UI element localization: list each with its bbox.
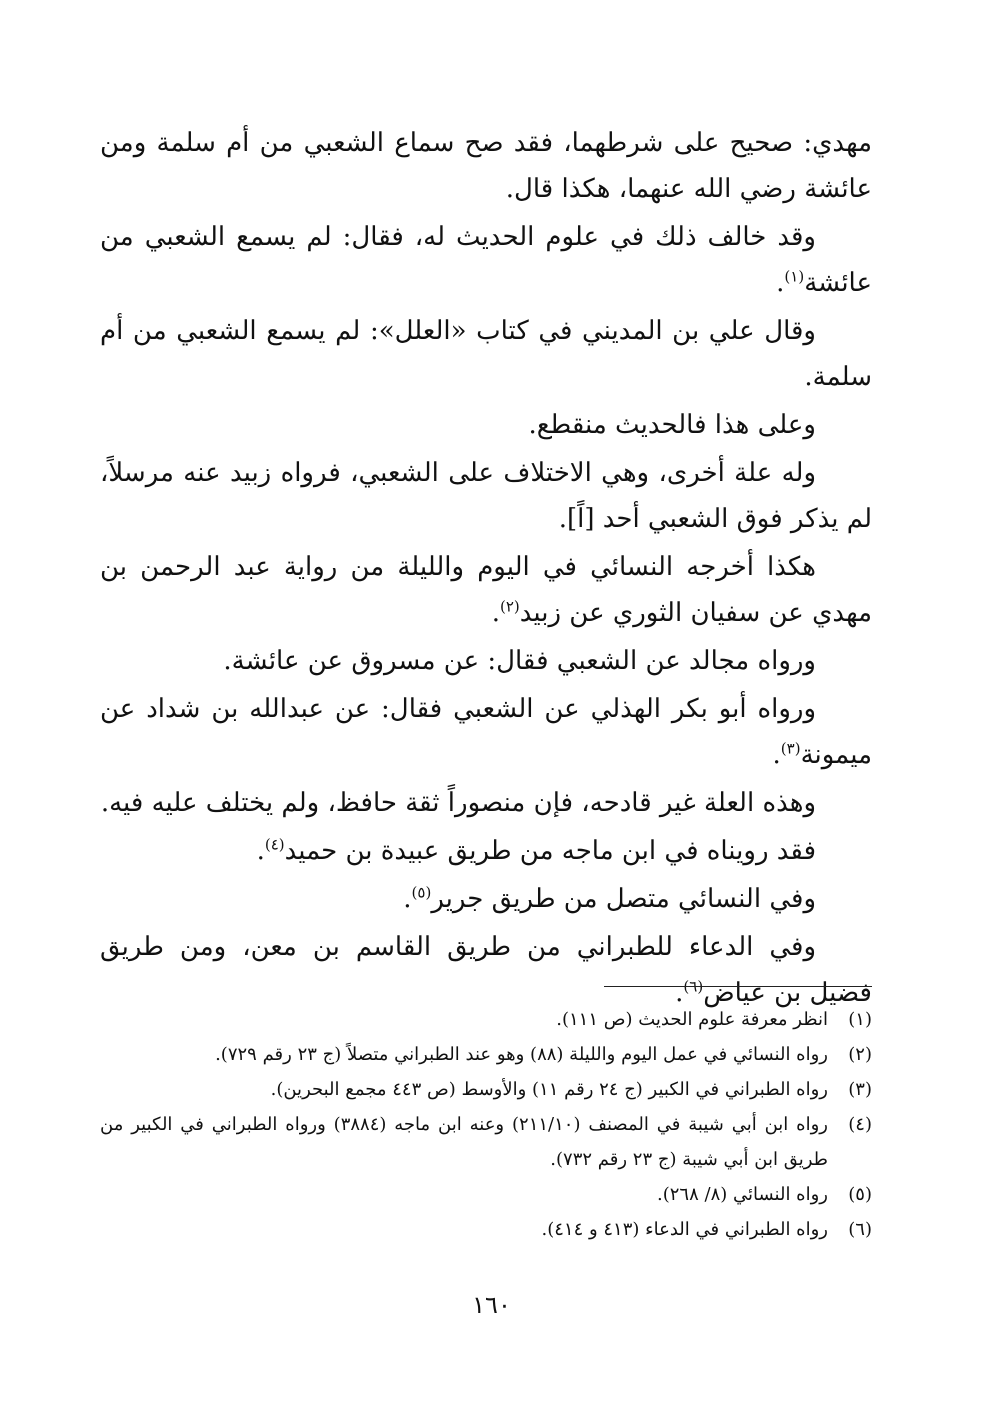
footnote-number: (٦) [848,1219,872,1240]
footnote-text: رواه الطبراني في الكبير (ج ٢٤ رقم ١١) والأوسط (ص ٤٤٣ مجمع البحرين). [270,1079,828,1100]
footnote-text: انظر معرفة علوم الحديث (ص ١١١). [556,1009,828,1030]
paragraph: فقد رويناه في ابن ماجه من طريق عبيدة بن حميد$^{(٤)}$. [256,835,816,866]
paragraph: مهدي: صحيح على شرطهما، فقد صح سماع الشعبي من أم سلمة ومن عائشة رضي الله عنهما، هكذا قال. [100,128,872,204]
footnote-reference[interactable]: (٣) [780,739,801,758]
footnote-number: (٣) [848,1079,872,1100]
footnote-number: (٤) [848,1114,872,1135]
paragraph: وقال علي بن المديني في كتاب «العلل»: لم يسمع الشعبي من أم سلمة. [100,316,872,392]
paragraph: وعلى هذا فالحديث منقطع. [528,410,816,440]
footnote [100,1107,872,1177]
paragraph: وله علة أخرى، وهي الاختلاف على الشعبي، فرواه زبيد عنه مرسلاً، لم يذكر فوق الشعبي أحد [اً]. [100,458,872,534]
footnotes [100,1002,872,1247]
paragraph: ورواه مجالد عن الشعبي فقال: عن مسروق عن عائشة. [223,646,816,676]
footnote [100,1072,872,1107]
footnote [100,1177,872,1212]
footnote-reference[interactable]: (١) [784,267,805,286]
paragraph: وقد خالف ذلك في علوم الحديث له، فقال: لم يسمع الشعبي من عائشة$^{(١)}$. [100,222,872,298]
footnote-reference[interactable]: (٢) [499,597,520,616]
footnote-number: (٥) [848,1184,872,1205]
paragraph: وفي الدعاء للطبراني من طريق القاسم بن معن، ومن طريق فضيل بن عياض$^{(٦)}$. [100,932,872,1008]
footnote-reference[interactable]: (٦) [683,977,704,996]
page-number: ١٦٠ [472,1291,511,1319]
footnote-number: (٢) [848,1044,872,1065]
footnote-text: رواه النسائي في عمل اليوم والليلة (٨٨) وهو عند الطبراني متصلاً (ج ٢٣ رقم ٧٢٩). [215,1044,828,1065]
footnote-text: رواه النسائي (٨/ ٢٦٨). [657,1184,828,1205]
main-text [100,120,872,1018]
paragraph: ورواه أبو بكر الهذلي عن الشعبي فقال: عن عبدالله بن شداد عن ميمونة$^{(٣)}$. [100,694,872,770]
paragraph: هكذا أخرجه النسائي في اليوم والليلة من رواية عبد الرحمن بن مهدي عن سفيان الثوري عن زبيد$^{(٢)}$. [100,552,872,628]
footnote-separator [604,986,872,987]
footnote-number: (١) [848,1009,872,1030]
footnote [100,1037,872,1072]
footnote [100,1002,872,1037]
paragraph: وفي النسائي متصل من طريق جرير$^{(٥)}$. [403,883,816,914]
paragraph: وهذه العلة غير قادحه، فإن منصوراً ثقة حافظ، ولم يختلف عليه فيه. [100,788,816,818]
footnote-reference[interactable]: (٤) [264,835,285,854]
footnote [100,1212,872,1247]
footnote-reference[interactable]: (٥) [411,883,432,902]
footnote-text: رواه ابن أبي شيبة في المصنف (٢١١/١٠) وعنه ابن ماجه (٣٨٨٤) ورواه الطبراني في الكبير من طريق ابن أبي شيبة (ج ٢٣ رقم ٧٣٢). [100,1114,828,1170]
footnote-text: رواه الطبراني في الدعاء (٤١٣ و ٤١٤). [541,1219,828,1240]
